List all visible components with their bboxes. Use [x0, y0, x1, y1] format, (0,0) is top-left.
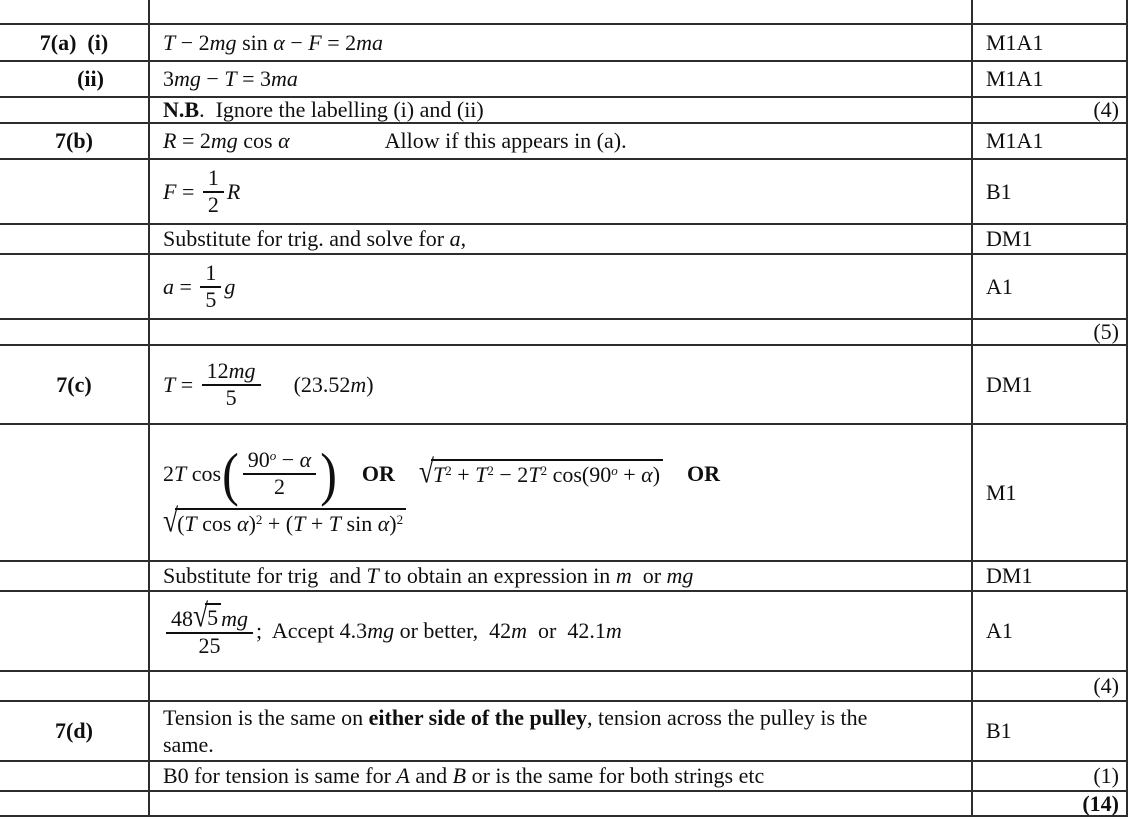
mark-value: DM1 — [986, 226, 1033, 251]
nb-note: N.B. Ignore the labelling (i) and (ii) — [163, 98, 484, 122]
question-label-cell — [0, 98, 148, 122]
marks-cell — [971, 346, 1128, 423]
working-cell — [148, 562, 971, 590]
working-cell — [148, 702, 971, 760]
marks-cell — [971, 98, 1128, 122]
row-7c-resultant-methods — [0, 425, 1128, 562]
section-total: (4) — [1093, 98, 1119, 122]
or-connective: OR — [361, 460, 395, 486]
radical-sign: √ — [193, 596, 209, 634]
allow-note: Allow if this appears in (a). — [384, 128, 627, 153]
marks-cell — [971, 160, 1128, 223]
working-cell — [148, 225, 971, 253]
formula-line-1: 2 T cos ( $\frac{90^o - \alpha}{2}$ ) OR √ $T^2 + T^2 - 2T^2$ $\cos(90^o + \alpha)$ OR — [163, 440, 721, 507]
marks-cell — [971, 702, 1128, 760]
big-left-paren: ( — [222, 440, 239, 507]
working-cell — [148, 124, 971, 158]
working-cell — [148, 255, 971, 318]
question-label-cell — [0, 562, 148, 590]
mark-value: DM1 — [986, 563, 1033, 588]
question-label-cell — [0, 762, 148, 790]
question-label-cell — [0, 792, 148, 815]
question-label-cell — [0, 124, 148, 158]
substitute-note: Substitute for trig. and solve for a, — [163, 226, 467, 251]
working-cell — [148, 0, 971, 23]
marks-cell — [971, 425, 1128, 560]
section-total: (1) — [1093, 763, 1119, 788]
equation-7b-reaction: R = 2mg cos α — [163, 128, 290, 153]
mark-value: M1A1 — [986, 66, 1044, 91]
row-7b-acceleration — [0, 255, 1128, 320]
working-cell — [148, 792, 971, 815]
section-total: (4) — [1093, 673, 1119, 698]
question-label-cell — [0, 0, 148, 23]
row-7b-total — [0, 320, 1128, 346]
mark-value: A1 — [986, 618, 1013, 643]
row-nb-note — [0, 98, 1128, 124]
row-top-partial — [0, 0, 1128, 25]
marks-cell — [971, 592, 1128, 670]
row-7c-tension — [0, 346, 1128, 425]
working-cell — [148, 762, 971, 790]
question-label: 7(c) — [56, 371, 92, 397]
question-label-cell — [0, 346, 148, 423]
marks-cell — [971, 762, 1128, 790]
mark-value: M1 — [986, 479, 1017, 505]
fraction: $\frac{90^o - \alpha}{2}$ — [243, 448, 316, 499]
marks-cell — [971, 255, 1128, 318]
question-label: 7(a) (i) — [39, 29, 109, 55]
section-total: (5) — [1093, 320, 1119, 344]
big-right-paren: ) — [320, 440, 337, 507]
working-cell — [148, 672, 971, 700]
mark-value: A1 — [986, 273, 1013, 299]
marks-cell — [971, 62, 1128, 96]
accept-note: ; Accept 4.3mg or better, 42m or 42.1m — [255, 618, 622, 643]
working-cell — [148, 98, 971, 122]
radical-expression: √ (T cos α)$^2$ + (T + T sin α)$^2$ — [163, 508, 406, 537]
question-label-cell — [0, 225, 148, 253]
question-label: (ii) — [77, 66, 104, 91]
working-cell — [148, 346, 971, 423]
question-label-cell — [0, 160, 148, 223]
fraction: $\frac{1}{2}$ — [203, 166, 224, 217]
marks-cell — [971, 320, 1128, 344]
row-7b-normal-reaction — [0, 124, 1128, 160]
row-7c-answer — [0, 592, 1128, 672]
marks-cell — [971, 225, 1128, 253]
mark-value: M1A1 — [986, 128, 1044, 153]
equation-7a-ii: 3mg − T = 3ma — [163, 66, 298, 91]
mark-value: B1 — [986, 718, 1012, 743]
question-label-cell — [0, 425, 148, 560]
radical-expression: √ $T^2 + T^2 - 2T^2$ $\cos(90^o + \alpha)$ — [419, 459, 663, 488]
working-cell — [148, 25, 971, 60]
marks-cell — [971, 25, 1128, 60]
marks-cell — [971, 124, 1128, 158]
question-label: 7(b) — [55, 128, 93, 153]
row-7c-substitute — [0, 562, 1128, 592]
mark-value: DM1 — [986, 371, 1033, 397]
fraction: 48 √ 5 mg 25 — [166, 603, 253, 659]
working-cell — [148, 592, 971, 670]
row-question-total — [0, 792, 1128, 817]
equation-7b-friction: F = $\frac{1}{2}$ R — [163, 164, 241, 217]
question-label-cell — [0, 320, 148, 344]
or-connective: OR — [687, 460, 721, 486]
b0-note: B0 for tension is same for A and B or is the same for both strings etc — [163, 763, 765, 788]
working-cell — [148, 160, 971, 223]
mark-value: M1A1 — [986, 29, 1044, 55]
fraction: $\frac{1}{5}$ — [200, 261, 221, 312]
radical-expression: √ 5 — [193, 603, 221, 632]
equation-7b-acceleration: a = $\frac{1}{5}$ g — [163, 259, 236, 312]
question-label-cell — [0, 62, 148, 96]
marks-cell — [971, 562, 1128, 590]
question-label-cell — [0, 25, 148, 60]
equation-7a-i: T − 2mg sin α − F = 2ma — [163, 29, 383, 55]
working-cell — [148, 320, 971, 344]
question-label: 7(d) — [55, 718, 93, 743]
question-label-cell — [0, 702, 148, 760]
row-7b-substitute — [0, 225, 1128, 255]
row-7d-b0-note — [0, 762, 1128, 792]
tension-statement: Tension is the same on either side of the pulley, tension across the pulley is the same. — [163, 705, 873, 757]
marks-cell — [971, 0, 1128, 23]
working-cell — [148, 425, 971, 560]
row-7b-friction — [0, 160, 1128, 225]
question-label-cell — [0, 672, 148, 700]
formula-line-2 — [163, 501, 406, 539]
working-cell — [148, 62, 971, 96]
marks-cell — [971, 792, 1128, 815]
question-label-cell — [0, 592, 148, 670]
row-7a-ii — [0, 62, 1128, 98]
radical-sign: √ — [163, 501, 179, 539]
radical-sign: √ — [418, 452, 434, 490]
numeric-value-note: (23.52m) — [293, 371, 374, 397]
question-total: (14) — [1082, 792, 1119, 816]
equation-7c-answer — [163, 596, 622, 659]
question-label-cell — [0, 255, 148, 318]
substitute-note: Substitute for trig and T to obtain an expression in m or mg — [163, 563, 694, 588]
row-7a-i — [0, 25, 1128, 62]
row-7c-total — [0, 672, 1128, 702]
fraction: $\frac{12mg}{5}$ — [202, 359, 261, 410]
marks-cell — [971, 672, 1128, 700]
mark-value: B1 — [986, 178, 1012, 204]
equation-7c-tension: T = $\frac{12mg}{5}$ (23.52m) — [163, 357, 374, 410]
row-7d-statement — [0, 702, 1128, 762]
